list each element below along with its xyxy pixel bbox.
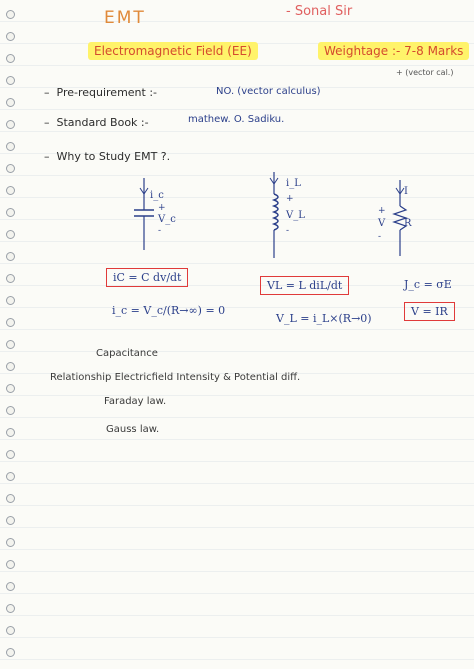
capacitor-plus: + — [158, 203, 166, 213]
note-faraday: Faraday law. — [104, 396, 167, 407]
bullet-why-study: – Why to Study EMT ?. — [44, 150, 171, 163]
bullet-label: Pre-requirement :- — [56, 86, 158, 99]
page-title: EMT — [104, 8, 146, 28]
topic-label: Electromagnetic Field (EE) — [88, 42, 258, 60]
resistor-plus: + — [378, 206, 386, 216]
binding-hole — [6, 142, 15, 151]
binding-hole — [6, 186, 15, 195]
binding-hole — [6, 538, 15, 547]
resistor-voltage: V — [378, 218, 386, 229]
author-label: - Sonal Sir — [286, 4, 353, 19]
binding-hole — [6, 604, 15, 613]
note-gauss: Gauss law. — [106, 424, 160, 435]
resistor-equation: V = IR — [404, 302, 455, 321]
capacitor-minus: - — [158, 226, 162, 236]
capacitor-current: i_c — [150, 190, 164, 201]
inductor-limit-eq: V_L = i_L×(R→0) — [276, 312, 372, 325]
binding-hole — [6, 450, 15, 459]
weightage-label: Weightage :- 7-8 Marks — [318, 42, 469, 60]
binding-hole — [6, 516, 15, 525]
binding-hole — [6, 494, 15, 503]
binding-hole — [6, 318, 15, 327]
binding-hole — [6, 76, 15, 85]
bullet-prerequirement: – Pre-requirement :- — [44, 86, 158, 99]
binding-hole — [6, 274, 15, 283]
spiral-binding — [0, 0, 18, 669]
resistor-label: R — [404, 218, 412, 229]
bullet-standard-book: – Standard Book :- — [44, 116, 149, 129]
inductor-plus: + — [286, 194, 294, 204]
resistor-current: I — [404, 186, 408, 197]
bullet-label: Standard Book :- — [56, 116, 149, 129]
binding-hole — [6, 648, 15, 657]
capacitor-equation: iC = C dv/dt — [106, 268, 188, 287]
inductor-current: i_L — [286, 178, 301, 189]
binding-hole — [6, 296, 15, 305]
binding-hole — [6, 208, 15, 217]
inductor-minus: - — [286, 226, 290, 236]
binding-hole — [6, 54, 15, 63]
binding-hole — [6, 252, 15, 261]
resistor-ohm-field-eq: J_c = σE — [404, 278, 452, 291]
binding-hole — [6, 340, 15, 349]
binding-hole — [6, 560, 15, 569]
binding-hole — [6, 10, 15, 19]
binding-hole — [6, 120, 15, 129]
binding-hole — [6, 164, 15, 173]
note-capacitance: Capacitance — [96, 348, 158, 359]
binding-hole — [6, 230, 15, 239]
binding-hole — [6, 32, 15, 41]
resistor-circuit — [388, 180, 418, 260]
vector-note: + (vector cal.) — [396, 68, 454, 77]
capacitor-limit-eq: i_c = V_c/(R→∞) = 0 — [112, 304, 226, 317]
binding-hole — [6, 582, 15, 591]
binding-hole — [6, 384, 15, 393]
bullet-label: Why to Study EMT ?. — [56, 150, 171, 163]
weightage-heading — [318, 44, 469, 58]
binding-hole — [6, 362, 15, 371]
binding-hole — [6, 626, 15, 635]
resistor-minus: - — [378, 232, 382, 242]
capacitor-voltage: V_c — [158, 214, 176, 225]
topic-heading — [88, 44, 258, 58]
inductor-equation: VL = L diL/dt — [260, 276, 349, 295]
binding-hole — [6, 406, 15, 415]
binding-hole — [6, 428, 15, 437]
binding-hole — [6, 472, 15, 481]
note-relationship: Relationship Electricfield Intensity & Potential diff. — [50, 372, 301, 383]
bullet-answer: NO. (vector calculus) — [216, 86, 321, 97]
inductor-voltage: V_L — [286, 210, 305, 221]
binding-hole — [6, 98, 15, 107]
bullet-answer: mathew. O. Sadiku. — [188, 114, 285, 125]
